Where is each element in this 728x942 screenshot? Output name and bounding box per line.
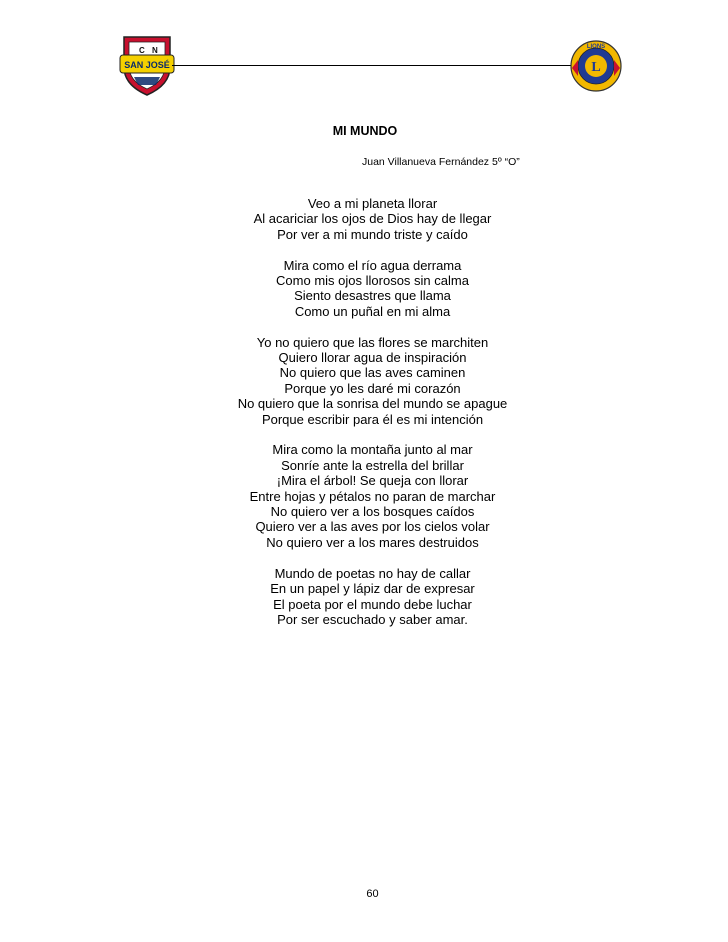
- stanza-5: [0, 566, 728, 628]
- verse: Veo a mi planeta llorar: [307, 196, 438, 211]
- poem-author: Juan Villanueva Fernández 5º “O”: [362, 156, 520, 168]
- verse: Como mis ojos llorosos sin calma: [276, 273, 469, 289]
- poem-title: MI MUNDO: [332, 124, 398, 138]
- verse: Por ver a mi mundo triste y caído: [277, 226, 468, 242]
- verse: No quiero que la sonrisa del mundo se apague: [237, 396, 508, 412]
- verse: Por ser escuchado y saber amar.: [277, 611, 468, 627]
- verse: Yo no quiero que las flores se marchiten: [256, 334, 489, 350]
- verse: No quiero que las aves caminen: [279, 365, 466, 381]
- verse: Mundo de poetas no hay de callar: [274, 565, 471, 581]
- svg-text:C: C: [139, 46, 145, 55]
- verse: Mira como la montaña junto al mar: [272, 442, 473, 458]
- lions-club-logo: [568, 38, 624, 94]
- school-crest-logo: [118, 33, 176, 97]
- school-crest-icon: [118, 33, 176, 97]
- verse: ¡Mira el árbol! Se queja con llorar: [276, 473, 469, 489]
- svg-text:L: L: [591, 60, 601, 75]
- verse: Quiero ver a las aves por los cielos volar: [255, 519, 490, 535]
- verse: Sonríe ante la estrella del brillar: [281, 457, 464, 473]
- verse: Entre hojas y pétalos no paran de marchar: [249, 488, 496, 504]
- verse: Quiero llorar agua de inspiración: [278, 350, 467, 366]
- poem-body: [0, 196, 728, 627]
- svg-text:N: N: [152, 46, 158, 55]
- stanza-2: [0, 258, 728, 320]
- header-rule: [172, 65, 584, 66]
- verse: No quiero ver a los mares destruidos: [266, 534, 479, 550]
- crest-lettering: SAN JOSÉ: [124, 60, 170, 70]
- stanza-4: [0, 442, 728, 550]
- verse: En un papel y lápiz dar de expresar: [270, 581, 475, 597]
- lions-emblem-icon: [568, 38, 624, 94]
- verse: No quiero ver a los bosques caídos: [270, 504, 475, 520]
- verse: Mira como el río agua derrama: [283, 257, 462, 273]
- verse: Porque escribir para él es mi intención: [261, 411, 484, 427]
- verse: Siento desastres que llama: [294, 288, 451, 304]
- verse: Como un puñal en mi alma: [294, 303, 451, 319]
- verse: Al acariciar los ojos de Dios hay de llegar: [253, 211, 492, 227]
- verse: Porque yo les daré mi corazón: [284, 380, 461, 396]
- stanza-1: [0, 196, 728, 242]
- lions-lettering: LIONS: [586, 44, 606, 50]
- verse: El poeta por el mundo debe luchar: [273, 596, 472, 612]
- page-number: 60: [366, 888, 379, 900]
- stanza-3: [0, 335, 728, 427]
